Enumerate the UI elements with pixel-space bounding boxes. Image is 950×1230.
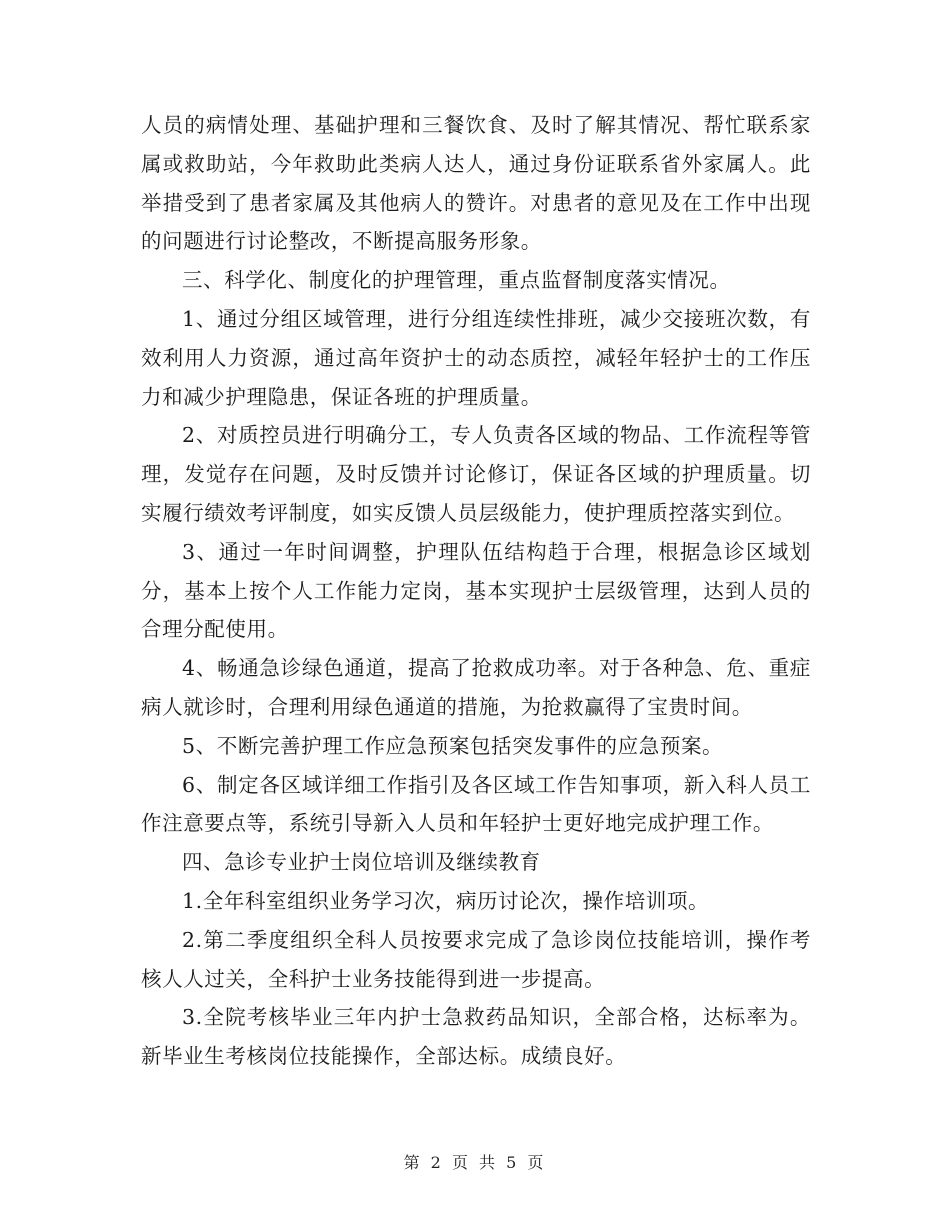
document-body [141, 106, 811, 1076]
section-heading: 三、科学化、制度化的护理管理，重点监督制度落实情况。 [182, 268, 731, 293]
paragraph: 6、制定各区域详细工作指引及各区域工作告知事项，新入科人员工作注意要点等，系统引导新入人员和年轻护士更好地完成护理工作。 [141, 772, 811, 836]
page-number-footer: 第 2 页 共 5 页 [403, 1153, 547, 1172]
paragraph: 3、通过一年时间调整，护理队伍结构趋于合理，根据急诊区域划分，基本上按个人工作能力定岗，基本实现护士层级管理，达到人员的合理分配使用。 [141, 539, 811, 642]
paragraph: 4、畅通急诊绿色通道，提高了抢救成功率。对于各种急、危、重症病人就诊时，合理利用绿色通道的措施，为抢救赢得了宝贵时间。 [141, 656, 811, 719]
section-heading: 四、急诊专业护士岗位培训及继续教育 [182, 850, 541, 875]
paragraph: 5、不断完善护理工作应急预案包括突发事件的应急预案。 [182, 733, 724, 758]
paragraph: 1.全年科室组织业务学习次，病历讨论次，操作培训项。 [182, 888, 710, 913]
paragraph: 2.第二季度组织全科人员按要求完成了急诊岗位技能培训，操作考核人人过关，全科护士业务技能得到进一步提高。 [141, 927, 811, 991]
paragraph: 人员的病情处理、基础护理和三餐饮食、及时了解其情况、帮忙联系家属或救助站，今年救助此类病人达人，通过身份证联系省外家属人。此举措受到了患者家属及其他病人的赞许。对患者的意见及在工作中出现的问题进行讨论整改，不断提高服务形象。 [141, 113, 811, 254]
paragraph: 3.全院考核毕业三年内护士急救药品知识，全部合格，达标率为。新毕业生考核岗位技能操作，全部达标。成绩良好。 [141, 1005, 811, 1069]
paragraph: 2、对质控员进行明确分工，专人负责各区域的物品、工作流程等管理，发觉存在问题，及时反馈并讨论修订，保证各区域的护理质量。切实履行绩效考评制度，如实反馈人员层级能力，使护理质控落实到位。 [141, 423, 811, 525]
paragraph: 1、通过分组区域管理，进行分组连续性排班，减少交接班次数，有效利用人力资源，通过高年资护士的动态质控，减轻年轻护士的工作压力和减少护理隐患，保证各班的护理质量。 [141, 306, 811, 409]
